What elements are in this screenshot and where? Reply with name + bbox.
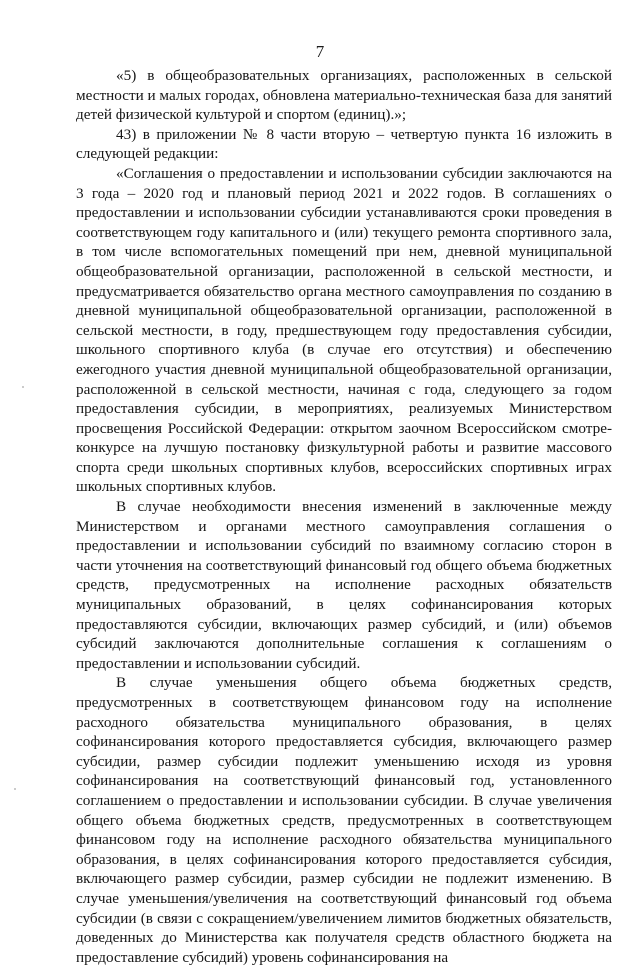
paragraph: «Соглашения о предоставлении и использовании субсидии заключаются на 3 года – 2020 год и плановый период 2021 и 2022 годов. В соглашениях о предоставлении и использовании субсидии устанавливаются сроки проведения в соответствующем году капитального и (или) текущего ремонта спортивного зала, в том числе вспомогательных помещений при нем, дневной муниципальной общеобразовательной организации, расположенной в сельской местности, и предусматривается обязательство органа местного самоуправления по созданию в дневной муниципальной общеобразовательной организации, расположенной в сельской местности, в году, предшествующем году предоставления субсидии, школьного спортивного клуба (в случае его отсутствия) и обеспечению ежегодного участия дневной муниципальной общеобразовательной организации, расположенной в сельской местности, начиная с года, следующего за годом предоставления субсидии, в мероприятиях, реализуемых Министерством просвещения Российской Федерации: открытом заочном Всероссийском смотре-конкурсе на лучшую постановку физкультурной работы и развитие массового спорта среди школьных спортивных клубов, всероссийских спортивных играх школьных спортивных клубов.	[76, 164, 612, 496]
document-body	[76, 66, 612, 967]
paragraph: В случае уменьшения общего объема бюджетных средств, предусмотренных в соответствующем финансовом году на исполнение расходного обязательства муниципального образования, в целях софинансирования которого предоставляется субсидия, включающего размер субсидии, размер субсидии подлежит уменьшению исходя из уровня софинансирования на соответствующий финансовый год, установленного соглашением о предоставлении и использовании субсидии. В случае увеличения общего объема бюджетных средств, предусмотренных в соответствующем финансовом году на исполнение расходного обязательства муниципального образования, в целях софинансирования которого предоставляется субсидия, включающего размер субсидии, размер субсидии не подлежит изменению. В случае уменьшения/увеличения на соответствующий финансовый год объема субсидии (в связи с сокращением/увеличением лимитов бюджетных обязательств, доведенных до Министерства как получателя средств областного бюджета на предоставление субсидий) уровень софинансирования на	[76, 674, 612, 966]
scan-mark	[14, 788, 16, 790]
paragraph: В случае необходимости внесения изменений в заключенные между Министерством и органами местного самоуправления соглашения о предоставлении и использовании субсидий по взаимному согласию сторон в части уточнения на соответствующий финансовый год общего объема бюджетных средств, предусмотренных на исполнение расходных обязательств муниципальных образований, в целях софинансирования которых предоставляются субсидии, включающих размер субсидий, и (или) объемов субсидий заключаются дополнительные соглашения к соглашениям о предоставлении и использовании субсидий.	[76, 498, 612, 672]
scan-mark	[22, 386, 24, 388]
page-number: 7	[315, 42, 325, 61]
paragraph: «5) в общеобразовательных организациях, расположенных в сельской местности и малых городах, обновлена материально-техническая база для занятий детей физической культурой и спортом (единиц).»;	[76, 67, 612, 124]
paragraph: 43) в приложении № 8 части вторую – четвертую пункта 16 изложить в следующей редакции:	[76, 125, 612, 163]
